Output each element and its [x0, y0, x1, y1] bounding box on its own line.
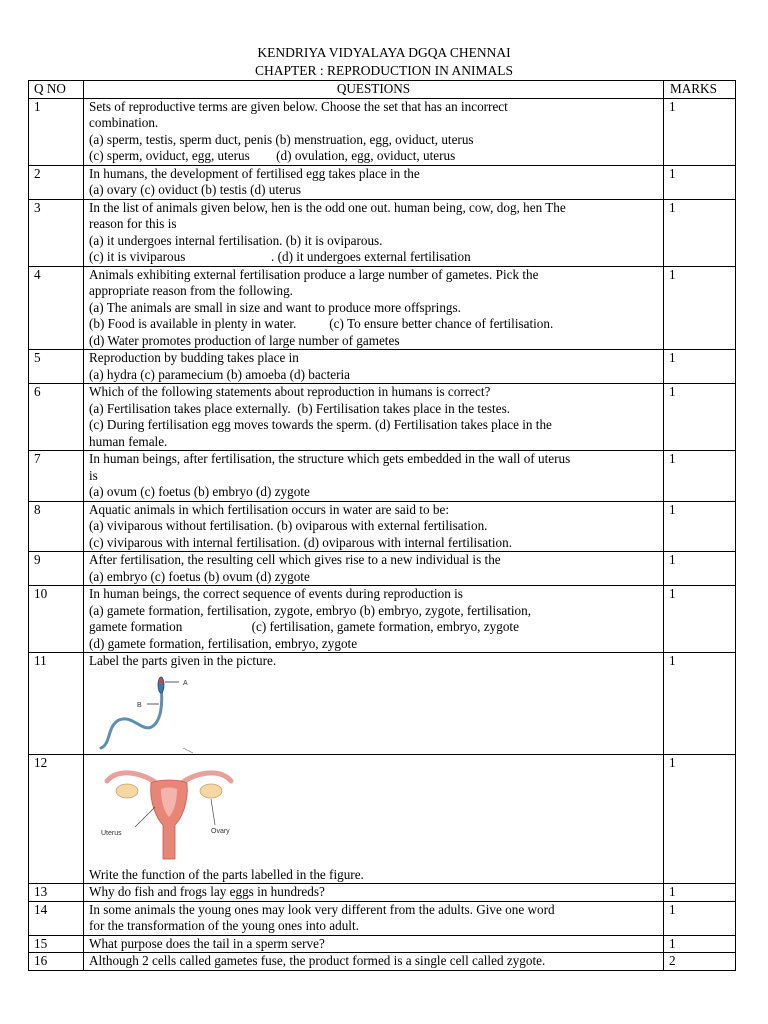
question-number: 5	[29, 350, 84, 384]
question-marks: 1	[664, 350, 736, 384]
question-marks: 1	[664, 266, 736, 350]
question-line: (b) Food is available in plenty in water. (c) To ensure better chance of fertilisation.	[89, 316, 554, 331]
question-line: In humans, the development of fertilised egg takes place in the	[89, 165, 420, 181]
question-line: (a) embryo (c) foetus (b) ovum (d) zygote	[89, 568, 310, 584]
question-marks: 1	[664, 98, 736, 165]
question-text	[84, 754, 664, 884]
table-row	[29, 552, 736, 586]
figure-label-uterus: Uterus	[101, 829, 122, 837]
question-number: 2	[29, 165, 84, 199]
chapter-title: CHAPTER : REPRODUCTION IN ANIMALS	[254, 63, 514, 78]
question-line: (a) viviparous without fertilisation. (b) oviparous with external fertilisation.	[89, 518, 488, 533]
table-row	[29, 953, 736, 971]
question-text	[84, 586, 664, 653]
school-name: KENDRIYA VIDYALAYA DGQA CHENNAI	[257, 45, 511, 60]
question-marks: 1	[664, 165, 736, 199]
question-line: Which of the following statements about reproduction in humans is correct?	[89, 384, 491, 399]
table-header-row	[29, 81, 736, 99]
question-number: 12	[29, 754, 84, 884]
question-number: 11	[29, 653, 84, 755]
question-marks: 1	[664, 901, 736, 935]
question-line: combination.	[89, 115, 159, 130]
question-number: 8	[29, 501, 84, 552]
question-line: (c) it is viviparous . (d) it undergoes external fertilisation	[89, 249, 471, 264]
question-text	[84, 266, 664, 350]
question-line: Although 2 cells called gametes fuse, the product formed is a single cell called zygote.	[89, 953, 546, 968]
question-marks: 1	[664, 586, 736, 653]
question-text	[84, 350, 664, 384]
question-line: human female.	[89, 433, 168, 449]
column-header-questions: QUESTIONS	[84, 81, 664, 99]
column-header-qno: Q NO	[29, 81, 84, 99]
question-line: (a) sperm, testis, sperm duct, penis (b) menstruation, egg, oviduct, uterus	[89, 131, 474, 147]
question-text	[84, 451, 664, 502]
question-marks: 1	[664, 935, 736, 953]
sperm-figure	[89, 674, 209, 754]
question-line: (a) it undergoes internal fertilisation. (b) it is oviparous.	[89, 232, 383, 248]
question-line: After fertilisation, the resulting cell which gives rise to a new individual is the	[89, 552, 501, 567]
question-line: What purpose does the tail in a sperm serve?	[89, 935, 325, 951]
table-row	[29, 935, 736, 953]
question-text	[84, 165, 664, 199]
question-number: 4	[29, 266, 84, 350]
question-number: 6	[29, 384, 84, 451]
question-line: (a) Fertilisation takes place externally. (b) Fertilisation takes place in the testes.	[89, 400, 511, 416]
question-number: 1	[29, 98, 84, 165]
question-line: Animals exhibiting external fertilisation produce a large number of gametes. Pick the	[89, 266, 539, 282]
question-text	[84, 98, 664, 165]
table-row	[29, 199, 736, 266]
question-number: 15	[29, 935, 84, 953]
question-marks: 1	[664, 552, 736, 586]
question-line: (d) gamete formation, fertilisation, embryo, zygote	[89, 635, 358, 651]
question-line: gamete formation (c) fertilisation, gamete formation, embryo, zygote	[89, 619, 519, 634]
question-text	[84, 653, 664, 755]
question-text	[84, 953, 664, 971]
question-marks: 2	[664, 953, 736, 971]
question-line: In human beings, after fertilisation, the structure which gets embedded in the wall of uterus	[89, 451, 571, 466]
question-line: (a) ovum (c) foetus (b) embryo (d) zygote	[89, 484, 310, 499]
question-number: 16	[29, 953, 84, 971]
table-row	[29, 384, 736, 451]
question-marks: 1	[664, 199, 736, 266]
question-line: appropriate reason from the following.	[89, 283, 293, 298]
question-line: (d) Water promotes production of large number of gametes	[89, 332, 400, 348]
question-text	[84, 935, 664, 953]
question-line: (a) hydra (c) paramecium (b) amoeba (d) bacteria	[89, 366, 351, 382]
question-line: Label the parts given in the picture.	[89, 653, 277, 668]
figure-label-ovary: Ovary	[211, 827, 230, 835]
question-number: 10	[29, 586, 84, 653]
table-row	[29, 884, 736, 902]
question-text	[84, 901, 664, 935]
question-marks: 1	[664, 501, 736, 552]
table-row	[29, 586, 736, 653]
question-line: Sets of reproductive terms are given below. Choose the set that has an incorrect	[89, 98, 508, 114]
question-line: Why do fish and frogs lay eggs in hundreds?	[89, 884, 325, 899]
question-text	[84, 501, 664, 552]
female-reproductive-system-figure	[89, 759, 249, 867]
question-line: (c) sperm, oviduct, egg, uterus (d) ovulation, egg, oviduct, uterus	[89, 148, 456, 163]
table-row	[29, 98, 736, 165]
table-row	[29, 165, 736, 199]
table-row	[29, 754, 736, 884]
question-line: In some animals the young ones may look very different from the adults. Give one word	[89, 901, 555, 917]
figure-label-b: B	[137, 701, 142, 709]
question-number: 14	[29, 901, 84, 935]
question-number: 13	[29, 884, 84, 902]
figure-label-a: A	[183, 679, 188, 687]
question-number: 9	[29, 552, 84, 586]
question-line: Write the function of the parts labelled in the figure.	[89, 866, 364, 882]
question-line: In human beings, the correct sequence of events during reproduction is	[89, 586, 463, 601]
question-marks: 1	[664, 884, 736, 902]
table-row	[29, 501, 736, 552]
question-text	[84, 552, 664, 586]
question-marks: 1	[664, 384, 736, 451]
question-text	[84, 199, 664, 266]
question-marks: 1	[664, 754, 736, 884]
question-line: In the list of animals given below, hen is the odd one out. human being, cow, dog, hen The	[89, 199, 566, 215]
column-header-marks: MARKS	[664, 81, 736, 99]
question-line: (c) During fertilisation egg moves towards the sperm. (d) Fertilisation takes place in the	[89, 417, 552, 432]
question-line: is	[89, 467, 98, 483]
question-number: 7	[29, 451, 84, 502]
question-line: (c) viviparous with internal fertilisation. (d) oviparous with internal fertilisation.	[89, 534, 512, 550]
question-text	[84, 884, 664, 902]
question-number: 3	[29, 199, 84, 266]
table-row	[29, 451, 736, 502]
question-line: (a) The animals are small in size and want to produce more offsprings.	[89, 299, 461, 315]
table-row	[29, 266, 736, 350]
question-marks: 1	[664, 653, 736, 755]
question-table	[28, 80, 736, 971]
question-text	[84, 384, 664, 451]
question-line: Reproduction by budding takes place in	[89, 350, 299, 365]
table-row	[29, 901, 736, 935]
question-line: (a) ovary (c) oviduct (b) testis (d) uterus	[89, 182, 302, 197]
table-row	[29, 350, 736, 384]
question-line: Aquatic animals in which fertilisation occurs in water are said to be:	[89, 501, 449, 517]
question-line: reason for this is	[89, 216, 177, 231]
table-row	[29, 653, 736, 755]
question-line: (a) gamete formation, fertilisation, zygote, embryo (b) embryo, zygote, fertilisation,	[89, 602, 532, 618]
question-line: for the transformation of the young ones into adult.	[89, 918, 359, 933]
question-marks: 1	[664, 451, 736, 502]
